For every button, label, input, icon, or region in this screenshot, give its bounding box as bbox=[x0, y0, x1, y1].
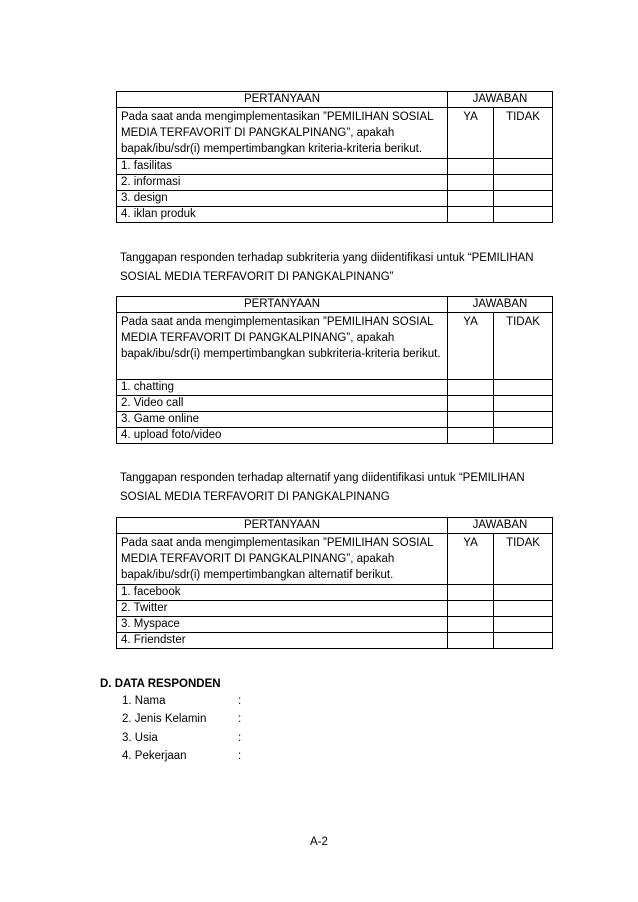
answer-yes: YA bbox=[448, 108, 494, 159]
header-answer: JAWABAN bbox=[448, 92, 553, 108]
answer-yes: YA bbox=[448, 313, 494, 380]
yes-cell[interactable] bbox=[448, 207, 494, 223]
caption-subkriteria: Tanggapan responden terhadap subkriteria yang diidentifikasi untuk “PEMILIHAN SOSIAL MEDIA TERFAVORIT DI PANGKALPINANG” bbox=[120, 252, 534, 283]
questionnaire-table-alternatives bbox=[116, 517, 553, 649]
item-label: 3. Game online bbox=[117, 412, 448, 428]
no-cell[interactable] bbox=[494, 191, 553, 207]
yes-cell[interactable] bbox=[448, 428, 494, 444]
yes-cell[interactable] bbox=[448, 412, 494, 428]
field-separator: : bbox=[238, 713, 242, 725]
yes-cell[interactable] bbox=[448, 601, 494, 617]
respondent-field bbox=[122, 692, 241, 710]
yes-cell[interactable] bbox=[448, 175, 494, 191]
questionnaire-table-criteria bbox=[116, 91, 553, 223]
field-separator: : bbox=[238, 750, 242, 762]
yes-cell[interactable] bbox=[448, 585, 494, 601]
yes-cell[interactable] bbox=[448, 396, 494, 412]
item-label: 1. fasilitas bbox=[117, 159, 448, 175]
item-label: 4. upload foto/video bbox=[117, 428, 448, 444]
field-label: 3. Usia bbox=[122, 732, 158, 744]
no-cell[interactable] bbox=[494, 380, 553, 396]
yes-cell[interactable] bbox=[448, 633, 494, 649]
respondent-field bbox=[122, 710, 241, 728]
no-cell[interactable] bbox=[494, 428, 553, 444]
item-label: 4. iklan produk bbox=[117, 207, 448, 223]
answer-no: TIDAK bbox=[494, 313, 553, 380]
no-cell[interactable] bbox=[494, 396, 553, 412]
field-label: 1. Nama bbox=[122, 695, 166, 707]
yes-cell[interactable] bbox=[448, 617, 494, 633]
question-text: Pada saat anda mengimplementasikan ”PEMILIHAN SOSIAL MEDIA TERFAVORIT DI PANGKALPINANG”, apakah bapak/ibu/sdr(i) mempertimbangkan subkriteria-kriteria berikut. bbox=[117, 313, 448, 380]
field-separator: : bbox=[238, 695, 242, 707]
respondent-field bbox=[122, 747, 241, 765]
item-label: 1. chatting bbox=[117, 380, 448, 396]
no-cell[interactable] bbox=[494, 617, 553, 633]
section-title: D. DATA RESPONDEN bbox=[100, 678, 221, 690]
item-label: 3. design bbox=[117, 191, 448, 207]
answer-yes: YA bbox=[448, 534, 494, 585]
item-label: 1. facebook bbox=[117, 585, 448, 601]
no-cell[interactable] bbox=[494, 585, 553, 601]
answer-no: TIDAK bbox=[494, 534, 553, 585]
questionnaire-table-subcriteria bbox=[116, 296, 553, 444]
yes-cell[interactable] bbox=[448, 380, 494, 396]
item-label: 3. Myspace bbox=[117, 617, 448, 633]
yes-cell[interactable] bbox=[448, 159, 494, 175]
no-cell[interactable] bbox=[494, 207, 553, 223]
item-label: 2. Twitter bbox=[117, 601, 448, 617]
respondent-field bbox=[122, 729, 241, 747]
no-cell[interactable] bbox=[494, 633, 553, 649]
no-cell[interactable] bbox=[494, 175, 553, 191]
field-label: 4. Pekerjaan bbox=[122, 750, 187, 762]
item-label: 4. Friendster bbox=[117, 633, 448, 649]
no-cell[interactable] bbox=[494, 159, 553, 175]
field-separator: : bbox=[238, 732, 242, 744]
question-text: Pada saat anda mengimplementasikan ”PEMILIHAN SOSIAL MEDIA TERFAVORIT DI PANGKALPINANG”, apakah bapak/ibu/sdr(i) mempertimbangkan kriteria-kriteria berikut. bbox=[117, 108, 448, 159]
header-question: PERTANYAAN bbox=[117, 297, 448, 313]
item-label: 2. Video call bbox=[117, 396, 448, 412]
header-answer: JAWABAN bbox=[448, 297, 553, 313]
page-number: A-2 bbox=[310, 836, 328, 848]
no-cell[interactable] bbox=[494, 601, 553, 617]
field-label: 2. Jenis Kelamin bbox=[122, 713, 207, 725]
yes-cell[interactable] bbox=[448, 191, 494, 207]
answer-no: TIDAK bbox=[494, 108, 553, 159]
item-label: 2. informasi bbox=[117, 175, 448, 191]
caption-alternatif: Tanggapan responden terhadap alternatif yang diidentifikasi untuk “PEMILIHAN SOSIAL MEDIA TERFAVORIT DI PANGKALPINANG bbox=[120, 472, 525, 503]
question-text: Pada saat anda mengimplementasikan ”PEMILIHAN SOSIAL MEDIA TERFAVORIT DI PANGKALPINANG”, apakah bapak/ibu/sdr(i) mempertimbangkan alternatif berikut. bbox=[117, 534, 448, 585]
no-cell[interactable] bbox=[494, 412, 553, 428]
header-question: PERTANYAAN bbox=[117, 518, 448, 534]
header-answer: JAWABAN bbox=[448, 518, 553, 534]
header-question: PERTANYAAN bbox=[117, 92, 448, 108]
